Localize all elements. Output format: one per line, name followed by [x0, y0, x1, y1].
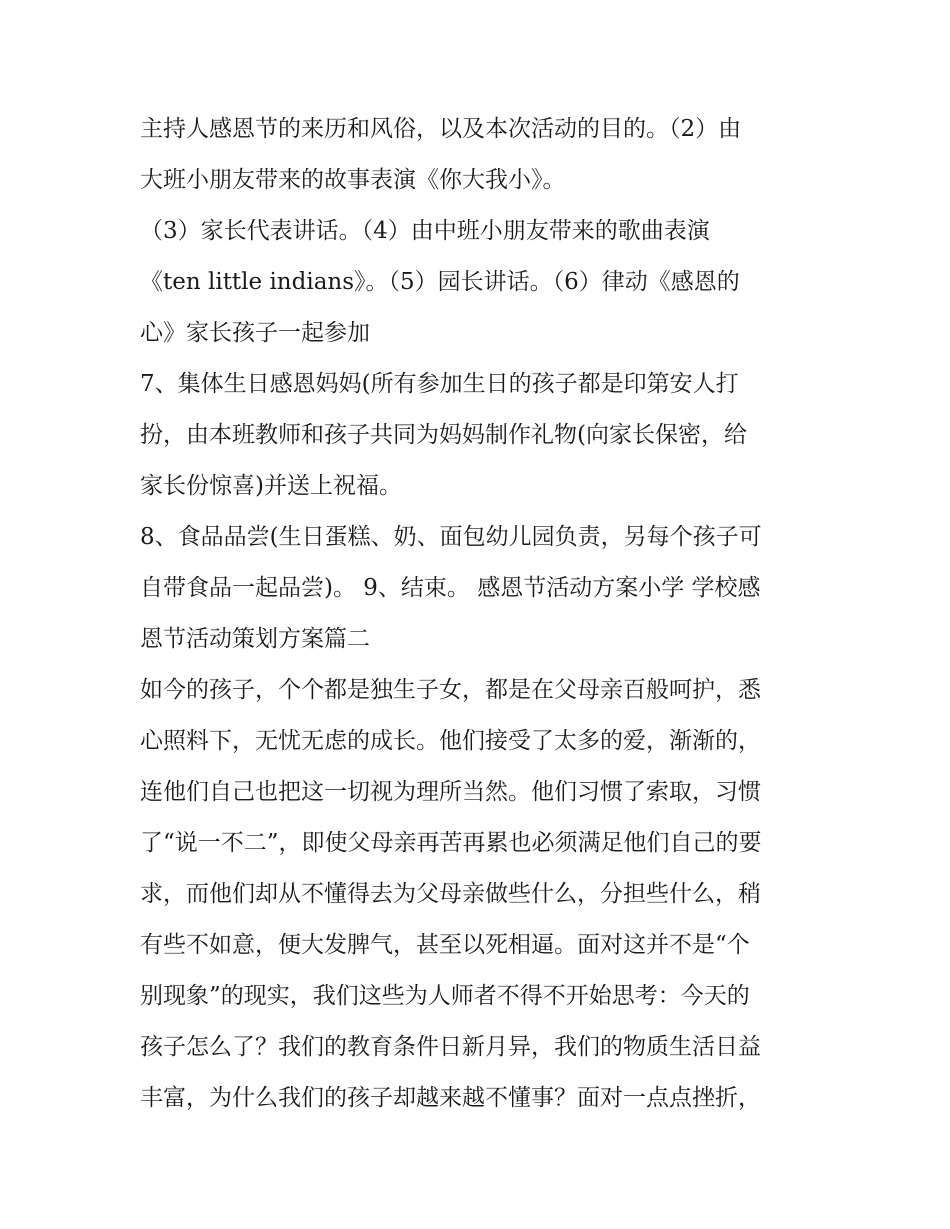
- text-line: 家长份惊喜)并送上祝福。: [140, 473, 402, 499]
- text-line: 丰富，为什么我们的孩子却越来越不懂事？面对一点点挫折，: [140, 1085, 761, 1111]
- text-line: 连他们自己也把这一切视为理所当然。他们习惯了索取，习惯: [140, 779, 761, 805]
- text-line: 8、食品品尝(生日蛋糕、奶、面包幼儿园负责，另每个孩子可: [140, 524, 762, 550]
- text-line: 孩子怎么了？我们的教育条件日新月异，我们的物质生活日益: [140, 1034, 761, 1060]
- text-line: 7、集体生日感恩妈妈(所有参加生日的孩子都是印第安人打: [140, 371, 739, 397]
- text-line: 《ten little indians》。（5）园长讲话。（6）律动《感恩的: [140, 269, 740, 295]
- text-line: 恩节活动策划方案篇二: [140, 626, 370, 652]
- text-line: 心照料下，无忧无虑的成长。他们接受了太多的爱，渐渐的，: [140, 728, 761, 754]
- text-line: 求，而他们却从不懂得去为父母亲做些什么，分担些什么，稍: [140, 881, 761, 907]
- text-line: （3）家长代表讲话。（4）由中班小朋友带来的歌曲表演: [140, 218, 710, 244]
- document-body: [140, 104, 820, 1124]
- text-line: 了“说一不二”，即使父母亲再苦再累也必须满足他们自己的要: [140, 830, 762, 856]
- text-line: 大班小朋友带来的故事表演《你大我小》。: [140, 167, 566, 193]
- text-line: 有些不如意，便大发脾气，甚至以死相逼。面对这并不是“个: [140, 932, 750, 958]
- text-line: 别现象”的现实，我们这些为人师者不得不开始思考：今天的: [140, 983, 750, 1009]
- text-line: 如今的孩子，个个都是独生子女，都是在父母亲百般呵护，悉: [140, 677, 761, 703]
- text-line: 扮，由本班教师和孩子共同为妈妈制作礼物(向家长保密，给: [140, 422, 747, 448]
- text-line: 自带食品一起品尝)。 9、结束。 感恩节活动方案小学 学校感: [140, 575, 761, 601]
- text-line: 心》家长孩子一起参加: [140, 320, 370, 346]
- text-line: 主持人感恩节的来历和风俗，以及本次活动的目的。（2）由: [140, 116, 742, 142]
